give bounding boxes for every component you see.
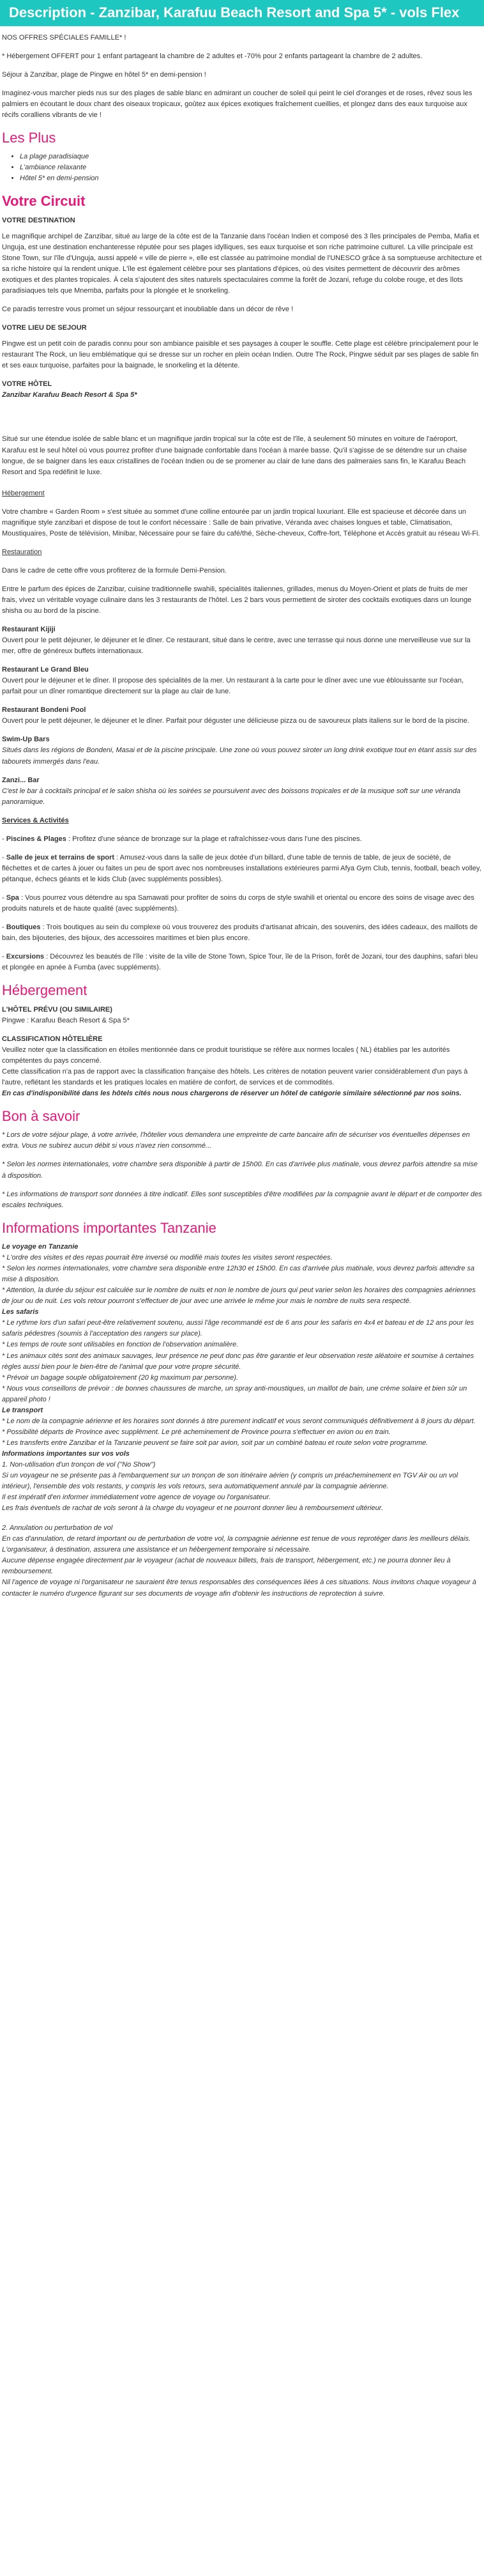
restauration-text: Entre le parfum des épices de Zanzibar, cuisine traditionnelle swahili, spécialités italiennes, grillades, menus du Moyen-Orient et plats de fruits de mer frais, vivez un véritable voyage culinaire dans les 3 restaurants de l'hôtel. Les 2 bars vous permettent de siroter des cocktails exotiques dans un lounge shisha ou au bord de la piscine. bbox=[2, 585, 472, 615]
restaurant-text: Ouvert pour le déjeuner et le dîner. Il propose des spécialités de la mer. Un restaurant à la carte pour le dîner avec une vue éblouissante sur l'océan, parfait pour un dîner romantique directement sur la plage au clair de lune. bbox=[2, 677, 464, 696]
infos-heading: Informations importantes Tanzanie bbox=[2, 1219, 216, 1236]
destination-text: Ce paradis terrestre vous promet un séjour ressourçant et inoubliable dans un décor de rêve ! bbox=[2, 305, 294, 314]
restaurant-text: Ouvert pour le petit déjeuner, le déjeuner et le dîner. Ce restaurant, situé dans le centre, avec une terrasse qui nous donne une merveilleuse vue sur la mer, offre de généreux buffets internationaux. bbox=[2, 636, 471, 656]
service-item: - Boutiques : Trois boutiques au sein du complexe où vous trouverez des produits d'artisanat africain, des souvenirs, des idées cadeaux, des maillots de bain, des bijouteries, des bijoux, des accessoires maritimes et bien plus encore. bbox=[2, 923, 478, 943]
services-list bbox=[2, 834, 482, 973]
service-item: - Excursions : Découvrez les beautés de l'île : visite de la ville de Stone Town, Spice Tour, île de la Prison, forêt de Jozani, tour des dauphins, safari bleu et plongée en apnée à Fumba (avec suppléments). bbox=[2, 953, 478, 972]
info-line: * Possibilité départs de Province avec supplément. Le pré acheminement de Province pourra s'effectuer en avion ou en train. bbox=[2, 1428, 391, 1436]
hebergement-text: Votre chambre « Garden Room » s'est située au sommet d'une colline entourée par un jardin tropical luxuriant. Elle est spacieuse et décorée dans un magnifique style zanzibari et dispose de tout le confort nécessaire : Salle de bain privative, Véranda avec chaises longues et table, Climatisation, Moustiquaires, Poste de télévision, Minibar, Nécessaire pour se faire du café/thé, Sèche-cheveux, Coffre-fort, Téléphone et Accès gratuit au réseau Wi-Fi. bbox=[2, 507, 480, 537]
list-item: • La plage paradisiaque bbox=[20, 151, 482, 162]
info-line: * Les temps de route sont utilisables en fonction de l'observation animalière. bbox=[2, 1341, 239, 1349]
list-item: • L'ambiance relaxante bbox=[20, 162, 482, 173]
list-item: • Hôtel 5* en demi-pension bbox=[20, 173, 482, 184]
savoir-line: * Les informations de transport sont données à titre indicatif. Elles sont susceptibles d'être modifiées par la compagnie avant le départ et de comporter des escales techniques. bbox=[2, 1190, 482, 1209]
restaurant-name: Zanzi... Bar bbox=[2, 776, 40, 784]
hotel-name: Zanzibar Karafuu Beach Resort & Spa 5* bbox=[2, 391, 137, 399]
info-line: L'organisateur, à destination, assurera une assistance et un hébergement temporaire si nécessaire. bbox=[2, 1546, 311, 1554]
service-item: - Spa : Vous pourrez vous détendre au spa Samawati pour profiter de soins du corps de style swahili et oriental ou encore des soins de visage avec des produits naturels et de haute qualité (avec suppléments). bbox=[2, 893, 474, 913]
info-section-title: Le voyage en Tanzanie bbox=[2, 1243, 79, 1251]
page-title: Description - Zanzibar, Karafuu Beach Resort and Spa 5* - vols Flex bbox=[0, 0, 484, 26]
restaurant-list bbox=[2, 624, 482, 808]
offers-line: Imaginez-vous marcher pieds nus sur des plages de sable blanc en admirant un coucher de soleil qui peint le ciel d'oranges et de roses, rêvez sous les palmiers en écoutant le doux chant des oiseaux tropicaux, goûtez aux épices exotiques fraîchement cueillies, et plongez dans des eaux turquoise aux récifs coralliens vibrants de vie ! bbox=[2, 89, 473, 119]
info-section bbox=[2, 1242, 482, 1307]
service-text: : Vous pourrez vous détendre au spa Samawati pour profiter de soins du corps de style swahili et oriental ou encore des soins de visage avec des produits naturels et de haute qualité (avec suppléments). bbox=[2, 893, 474, 913]
hotel-prevu-text: Pingwe : Karafuu Beach Resort & Spa 5* bbox=[2, 1016, 130, 1024]
restaurant-item bbox=[2, 775, 482, 808]
classification-text: En cas d'indisponibilité dans les hôtels cités nous nous chargerons de réserver un hôtel de catégorie similaire sélectionné par nos soins. bbox=[2, 1089, 462, 1097]
services-subtitle: Services & Activités bbox=[2, 816, 69, 824]
service-text: : Découvrez les beautés de l'île : visite de la ville de Stone Town, Spice Tour, île de la Prison, forêt de Jozani, tour des dauphins, safari bleu et plongée en apnée à Fumba (avec suppléments). bbox=[2, 953, 478, 972]
info-line: * Selon les normes internationales, votre chambre sera disponible entre 12h30 et 15h00. En cas d'arrivée plus matinale, vous devrez parfois attendre sa mise à disposition. bbox=[2, 1265, 475, 1284]
hebergement-heading: Hébergement bbox=[2, 982, 87, 999]
service-text: : Profitez d'une séance de bronzage sur la plage et rafraîchissez-vous dans l'une des piscines. bbox=[66, 835, 362, 843]
info-line: 1. Non-utilisation d'un tronçon de vol ("No Show") bbox=[2, 1461, 156, 1469]
hotel-prevu-title: L'HÔTEL PRÉVU (OU SIMILAIRE) bbox=[2, 1005, 112, 1014]
restaurant-name: Restaurant Le Grand Bleu bbox=[2, 666, 89, 674]
service-name: Boutiques bbox=[6, 923, 41, 932]
info-line: Les frais éventuels de rachat de vols seront à la charge du voyageur et ne pourront donner lieu à remboursement ultérieur. bbox=[2, 1504, 383, 1513]
service-item: - Piscines & Plages : Profitez d'une séance de bronzage sur la plage et rafraîchissez-vous dans l'une des piscines. bbox=[2, 835, 362, 843]
service-name: Excursions bbox=[6, 953, 45, 961]
service-name: Piscines & Plages bbox=[6, 835, 66, 843]
info-section-title: Les safaris bbox=[2, 1308, 39, 1316]
info-line: 2. Annulation ou perturbation de vol bbox=[2, 1524, 113, 1532]
info-section bbox=[2, 1307, 482, 1405]
service-name: Spa bbox=[6, 893, 19, 902]
info-line: Aucune dépense engagée directement par le voyageur (achat de nouveaux billets, frais de transport, hébergement, etc.) ne pourra donner lieu à remboursement. bbox=[2, 1557, 451, 1576]
restaurant-item bbox=[2, 624, 482, 657]
restaurant-item bbox=[2, 705, 482, 727]
info-line: * Les transferts entre Zanzibar et la Tanzanie peuvent se faire soit par avion, soit par un combiné bateau et route selon votre programme. bbox=[2, 1438, 428, 1447]
info-line: Il est impératif d'en informer immédiatement votre agence de voyage ou l'organisateur. bbox=[2, 1493, 271, 1502]
service-text: : Amusez-vous dans la salle de jeux dotée d'un billard, d'une table de tennis de table, de jeux de société, de fléchettes et de cartes à jouer ou faites un peu de sport avec nos nombreuses installations extérieures parmi Afya Gym Club, tennis, football, beach volley, pétanque, échecs géants et le kids Club (avec suppléments possibles). bbox=[2, 853, 481, 883]
restauration-subtitle: Restauration bbox=[2, 548, 42, 556]
offers-line: Séjour à Zanzibar, plage de Pingwe en hôtel 5* en demi-pension ! bbox=[2, 70, 206, 79]
hotel-title: VOTRE HÔTEL bbox=[2, 380, 52, 389]
restaurant-name: Swim-Up Bars bbox=[2, 736, 50, 744]
classification-text: Veuillez noter que la classification en étoiles mentionnée dans ce produit touristique se réfère aux normes locales ( NL) établies par les autorités compétentes du pays concerné. bbox=[2, 1045, 450, 1065]
savoir-line: * Selon les normes internationales, votre chambre sera disponible à partir de 15h00. En cas d'arrivée plus matinale, vous devrez parfois attendre sa mise à disposition. bbox=[2, 1161, 478, 1180]
service-item: - Salle de jeux et terrains de sport : Amusez-vous dans la salle de jeux dotée d'un billard, d'une table de tennis de table, de jeux de société, de fléchettes et de cartes à jouer ou faites un peu de sport avec nos nombreuses installations extérieures parmi Afya Gym Club, tennis, football, beach volley, pétanque, échecs géants et le kids Club (avec suppléments possibles). bbox=[2, 853, 481, 883]
info-section bbox=[2, 1405, 482, 1449]
info-line: Si un voyageur ne se présente pas à l'embarquement sur un tronçon de son itinéraire aérien (y compris un préacheminement en TGV Air ou un vol intérieur), l'ensemble des vols restants, y compris les vols retours, sera automatiquement annulé par la compagnie aérienne. bbox=[2, 1472, 458, 1491]
info-line: En cas d'annulation, de retard important ou de perturbation de votre vol, la compagnie aérienne est tenue de vous reprotéger dans les meilleurs délais. bbox=[2, 1535, 471, 1543]
spacer bbox=[2, 408, 482, 434]
info-line: * Attention, la durée du séjour est calculée sur le nombre de nuits et non le nombre de jours qui peut varier selon les horaires des compagnies aériennes de jour ou de nuit. Les vols retour pourront s'effectuer de jour avec une arrivée le même jour mais le nombre de nuits sera respecté. bbox=[2, 1286, 476, 1306]
destination-title: VOTRE DESTINATION bbox=[2, 216, 75, 224]
savoir-line: * Lors de votre séjour plage, à votre arrivée, l'hôtelier vous demandera une empreinte de carte bancaire afin de sécuriser vos éventuelles dépenses en extra. Vous ne subirez aucun débit si vous n'avez rien consommé... bbox=[2, 1131, 470, 1150]
info-line: * Le nom de la compagnie aérienne et les horaires sont donnés à titre purement indicatif et vous seront communiqués définitivement à 8 jours du départ. bbox=[2, 1417, 476, 1425]
restaurant-item bbox=[2, 734, 482, 767]
hotel-text: Situé sur une étendue isolée de sable blanc et un magnifique jardin tropical sur la côte est de l'île, à seulement 50 minutes en voiture de l'aéroport, Karafuu est le seul hôtel où vous pourrez profiter d'une baignade confortable dans l'océan à marée basse. Qu'il s'agisse de se détendre sur un chaise longue, de se baigner dans les eaux cristallines de l'océan Indien ou de se promener au clair de lune dans des palmeraies sans fin, le Karafuu Beach Resort and Spa redéfinit le luxe. bbox=[2, 435, 467, 476]
plus-list bbox=[2, 151, 482, 184]
restauration-text: Dans le cadre de cette offre vous profiterez de la formule Demi-Pension. bbox=[2, 566, 227, 575]
lieu-title: VOTRE LIEU DE SEJOUR bbox=[2, 324, 87, 332]
savoir-heading: Bon à savoir bbox=[2, 1108, 80, 1124]
info-line: * Prévoir un bagage souple obligatoirement (20 kg maximum par personne). bbox=[2, 1373, 238, 1382]
hebergement-subtitle: Hébergement bbox=[2, 489, 45, 497]
info-section-title: Informations importantes sur vos vols bbox=[2, 1449, 130, 1458]
restaurant-text: Situés dans les régions de Bondeni, Masai et de la piscine principale. Une zone où vous pouvez siroter un long drink exotique tout en étant assis sur des tabourets immergés dans l'eau. bbox=[2, 746, 477, 766]
info-section-title: Le transport bbox=[2, 1406, 43, 1414]
service-text: : Trois boutiques au sein du complexe où vous trouverez des produits d'artisanat africain, des souvenirs, des idées cadeaux, des maillots de bain, des bijouteries, des bijoux, des accessoires maritimes et bien plus encore. bbox=[2, 923, 478, 943]
offers-heading: NOS OFFRES SPÉCIALES FAMILLE* ! bbox=[2, 33, 126, 42]
content bbox=[0, 33, 484, 1600]
info-line: * L'ordre des visites et des repas pourrait être inversé ou modifié mais toutes les visites seront respectées. bbox=[2, 1254, 333, 1262]
restaurant-name: Restaurant Kijiji bbox=[2, 626, 56, 634]
info-line: * Le rythme lors d'un safari peut-être relativement soutenu, aussi l'âge recommandé est de 6 ans pour les safaris en 4x4 et bateau et de 12 ans pour les safaris pédestres (soumis à l'acceptation des rangers sur place). bbox=[2, 1319, 474, 1338]
info-line: * Nous vous conseillons de prévoir : de bonnes chaussures de marche, un spray anti-moustiques, un maillot de bain, une crème solaire et bien sûr un appareil photo ! bbox=[2, 1384, 467, 1403]
restaurant-name: Restaurant Bondeni Pool bbox=[2, 706, 86, 714]
service-name: Salle de jeux et terrains de sport bbox=[6, 853, 115, 861]
classification-title: CLASSIFICATION HÔTELIÈRE bbox=[2, 1035, 103, 1043]
lieu-text: Pingwe est un petit coin de paradis connu pour son ambiance paisible et ses paysages à couper le souffle. Cette plage est célèbre principalement pour le restaurant The Rock, un lieu emblématique qui se dresse sur un rocher en plein océan Indien. Outre The Rock, Pingwe séduit par ses plages de sable fin et ses eaux turquoise, parfaites pour la baignade, le snorkeling et la détente. bbox=[2, 340, 479, 370]
plus-heading: Les Plus bbox=[2, 129, 56, 146]
info-line: * Les animaux cités sont des animaux sauvages, leur présence ne peut donc pas être garantie et leur observation reste aléatoire et soumise à certaines règles aussi bien pour le bien-être de l'animal que pour votre propre sécurité. bbox=[2, 1352, 474, 1371]
restaurant-text: Ouvert pour le petit déjeuner, le déjeuner et le dîner. Parfait pour déguster une délicieuse pizza ou de savoureux plats italiens sur le bord de la piscine. bbox=[2, 717, 469, 725]
info-line bbox=[2, 1514, 482, 1523]
offers-line: * Hébergement OFFERT pour 1 enfant partageant la chambre de 2 adultes et -70% pour 2 enfants partageant la chambre de 2 adultes. bbox=[2, 52, 423, 60]
infos-sections bbox=[2, 1242, 482, 1600]
classification-text: Cette classification n'a pas de rapport avec la classification française des hôtels. Les critères de notation peuvent varier considérablement d'un pays à l'autre, reflétant les standards et les pratiques locales en matière de confort, de services et de commodités. bbox=[2, 1067, 468, 1086]
info-line: Nil l'agence de voyage ni l'organisateur ne sauraient être tenus responsables des conséquences liées à ces situations. Nous invitons chaque voyageur à contacter le numéro d'urgence figurant sur ses documents de voyage afin d'obtenir les instructions de reprotection à suivre. bbox=[2, 1578, 476, 1598]
destination-text: Le magnifique archipel de Zanzibar, situé au large de la côte est de la Tanzanie dans l'océan Indien et composé des 3 îles principales de Pemba, Mafia et Unguja, est une destination enchanteresse réputée pour ses plages idylliques, ses eaux turquoise et son riche patrimoine culturel. La ville principale est Stone Town, sur l'île d'Unguja, aussi appelé « ville de pierre », elle est classée au patrimoine mondial de l'UNESCO grâce à sa somptueuse architecture et sa riche histoire qui la rendent unique. L'île est également célèbre pour ses plantations d'épices, où des visites permettent de découvrir des arômes exotiques et des plantes tropicales. À cela s'ajoutent des sites naturels spectaculaires comme la forêt de Jozani, refuge du colobe rouge, et des îlots paradisiaques tels que Mnemba, parfaits pour la plongée et le snorkeling. bbox=[2, 232, 482, 295]
restaurant-text: C'est le bar à cocktails principal et le salon shisha où les soirées se poursuivent avec des boissons tropicales et de la musique soft sur une véranda panoramique. bbox=[2, 787, 461, 806]
circuit-heading: Votre Circuit bbox=[2, 193, 86, 210]
info-section bbox=[2, 1449, 482, 1600]
restaurant-item bbox=[2, 665, 482, 697]
